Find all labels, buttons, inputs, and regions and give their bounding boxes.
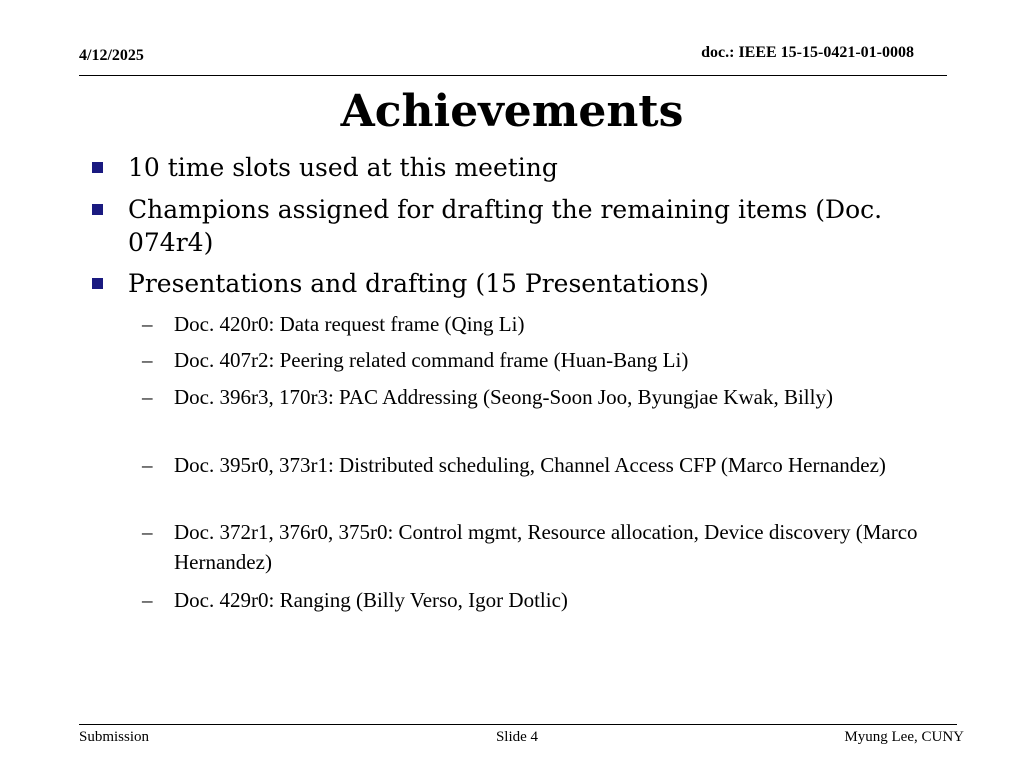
- sub-bullet-item: [142, 345, 934, 375]
- sub-bullet-item: [142, 450, 934, 480]
- slide-title: Achievements: [340, 86, 684, 137]
- sub-bullet-text: Doc. 407r2: Peering related command frame (Huan-Bang Li): [174, 348, 689, 372]
- sub-bullet-item: [142, 517, 934, 577]
- bullet-text: 10 time slots used at this meeting: [128, 153, 558, 182]
- dash-bullet-icon: –: [142, 348, 153, 372]
- bullet-item: [128, 151, 888, 184]
- dash-bullet-icon: –: [142, 312, 153, 336]
- dash-bullet-icon: –: [142, 385, 153, 409]
- footer-slide-number: Slide 4: [495, 729, 539, 745]
- footer-author: Myung Lee, CUNY: [844, 729, 964, 745]
- bullet-item: [128, 193, 888, 259]
- bullet-item: [128, 267, 888, 300]
- footer-submission: Submission: [79, 729, 150, 745]
- sub-bullet-text: Doc. 429r0: Ranging (Billy Verso, Igor Dotlic): [174, 588, 568, 612]
- square-bullet-icon: [92, 162, 103, 173]
- header-date: 4/12/2025: [79, 47, 144, 64]
- header-divider: [79, 75, 947, 76]
- square-bullet-icon: [92, 278, 103, 289]
- sub-bullet-item: [142, 309, 934, 339]
- bullet-text: Champions assigned for drafting the remaining items (Doc. 074r4): [128, 195, 883, 257]
- dash-bullet-icon: –: [142, 453, 153, 477]
- sub-bullet-item: [142, 585, 934, 615]
- dash-bullet-icon: –: [142, 520, 153, 544]
- bullet-text: Presentations and drafting (15 Presentations): [128, 269, 709, 298]
- dash-bullet-icon: –: [142, 588, 153, 612]
- sub-bullet-text: Doc. 396r3, 170r3: PAC Addressing (Seong-Soon Joo, Byungjae Kwak, Billy): [174, 385, 833, 409]
- sub-bullet-item: [142, 382, 934, 412]
- sub-bullet-text: Doc. 395r0, 373r1: Distributed scheduling, Channel Access CFP (Marco Hernandez): [174, 453, 886, 477]
- square-bullet-icon: [92, 204, 103, 215]
- header-doc-id: doc.: IEEE 15-15-0421-01-0008: [701, 44, 914, 61]
- sub-bullet-text: Doc. 420r0: Data request frame (Qing Li): [174, 312, 525, 336]
- footer-divider: [79, 724, 957, 725]
- sub-bullet-text: Doc. 372r1, 376r0, 375r0: Control mgmt, Resource allocation, Device discovery (Marco Hernandez): [174, 520, 918, 574]
